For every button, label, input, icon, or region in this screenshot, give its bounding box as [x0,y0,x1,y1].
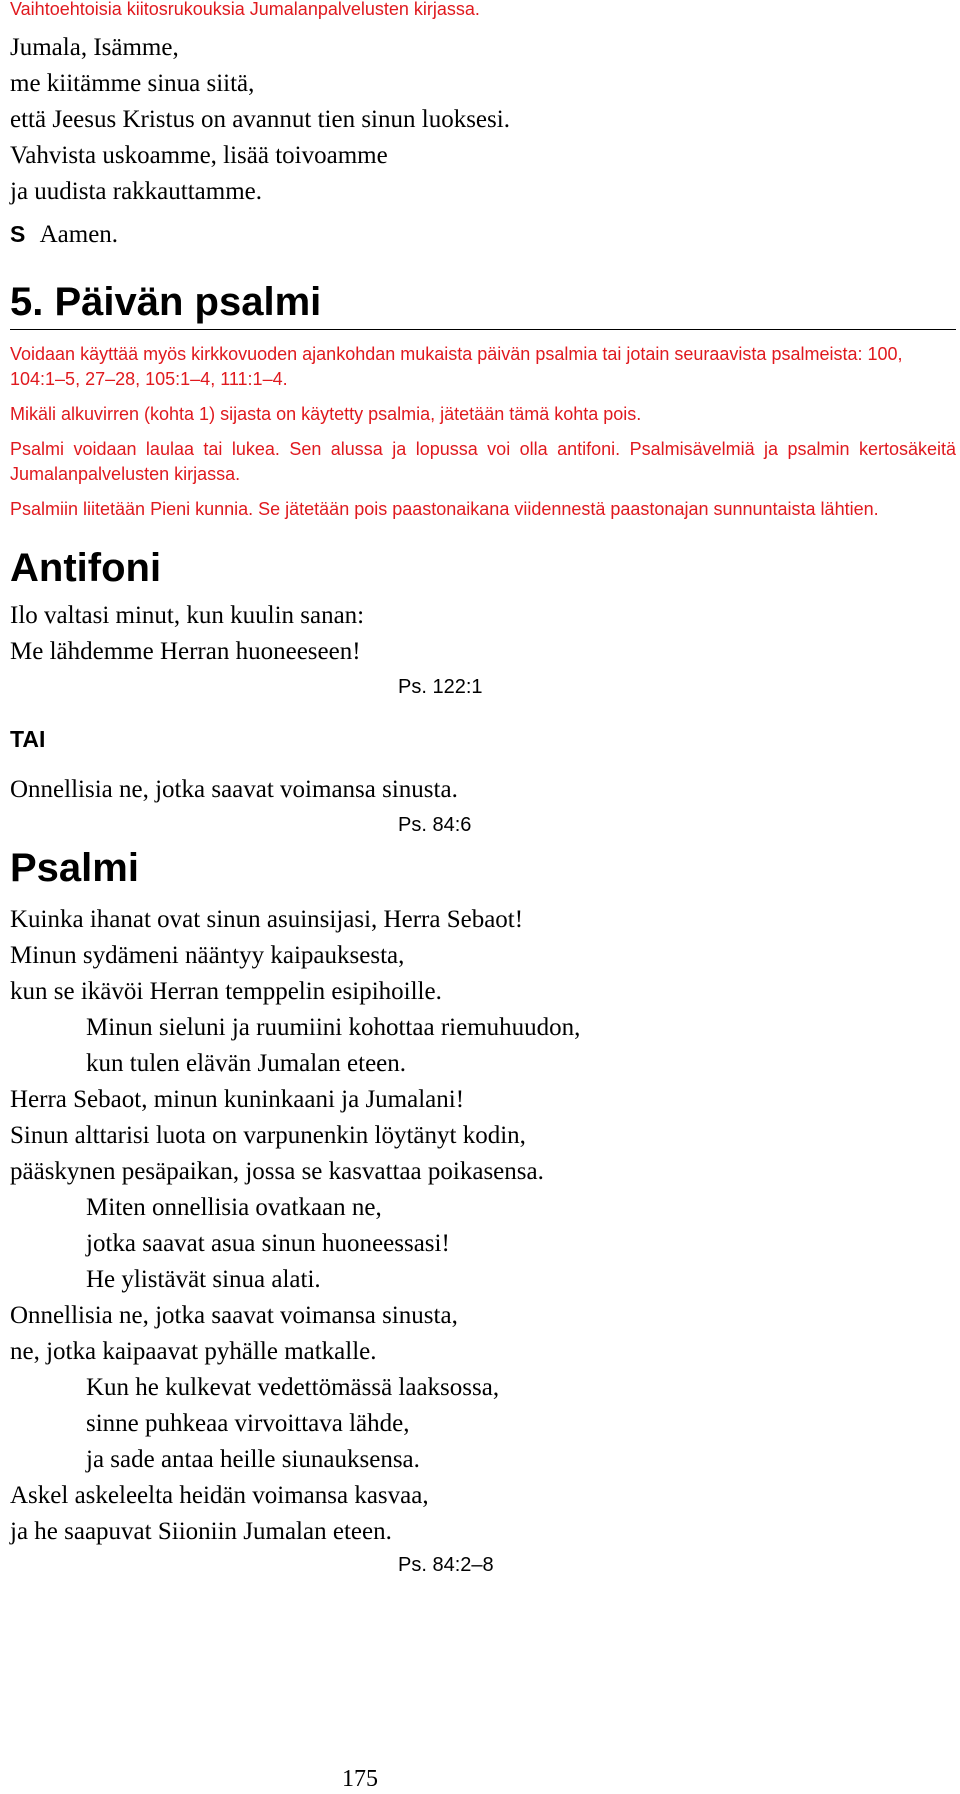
psalm-line: pääskynen pesäpaikan, jossa se kasvattaa poikasensa. [10,1158,544,1185]
antifoni-reference: Ps. 122:1 [398,676,483,698]
psalm-line: Askel askeleelta heidän voimansa kasvaa, [10,1482,429,1509]
alternative-reference: Ps. 84:6 [398,814,472,836]
alternative-antifoni-line: Onnellisia ne, jotka saavat voimansa sinusta. [10,776,458,803]
document-page [10,0,956,1578]
psalm-line-indented: Minun sieluni ja ruumiini kohottaa riemuhuudon, [86,1014,581,1041]
psalm-line: Onnellisia ne, jotka saavat voimansa sinusta, [10,1302,458,1329]
psalm-line: ja he saapuvat Siioniin Jumalan eteen. [10,1518,392,1545]
psalm-text [10,902,956,1550]
psalm-line-indented: Kun he kulkevat vedettömässä laaksossa, [86,1374,500,1401]
rubric-paragraph: Psalmi voidaan laulaa tai lukea. Sen alussa ja lopussa voi olla antifoni. Psalmisävelmiä ja psalmin kertosäkeitä Jumalanpalvelusten kirjassa. [10,439,956,484]
psalm-line: Minun sydämeni nääntyy kaipauksesta, [10,942,405,969]
psalm-line: Herra Sebaot, minun kuninkaani ja Jumalani! [10,1086,465,1113]
prayer-line: Vahvista uskoamme, lisää toivoamme [10,142,388,169]
antifoni-line: Me lähdemme Herran huoneeseen! [10,638,361,665]
psalm-line-indented: jotka saavat asua sinun huoneessasi! [86,1230,450,1257]
top-rubric: Vaihtoehtoisia kiitosrukouksia Jumalanpalvelusten kirjassa. [10,0,480,19]
psalm-line: ne, jotka kaipaavat pyhälle matkalle. [10,1338,377,1365]
antifoni-heading: Antifoni [10,546,162,590]
prayer-line: ja uudista rakkauttamme. [10,178,263,205]
prayer [10,30,956,210]
rubric-block [10,342,956,522]
psalm-line-indented: He ylistävät sinua alati. [86,1266,321,1293]
prayer-line: Jumala, Isämme, [10,34,179,61]
prayer-line: me kiitämme sinua siitä, [10,70,255,97]
psalm-line-indented: ja sade antaa heille siunauksensa. [86,1446,420,1473]
psalmi-heading: Psalmi [10,846,139,890]
antifoni-line: Ilo valtasi minut, kun kuulin sanan: [10,602,365,629]
psalm-reference: Ps. 84:2–8 [398,1554,494,1576]
psalm-line: Kuinka ihanat ovat sinun asuinsijasi, Herra Sebaot! [10,906,524,933]
antifoni-text [10,598,956,670]
psalm-line: kun se ikävöi Herran temppelin esipihoille. [10,978,442,1005]
page-number: 175 [342,1766,378,1792]
response-text: Aamen. [39,221,119,248]
psalm-line: Sinun alttarisi luota on varpunenkin löytänyt kodin, [10,1122,526,1149]
psalm-line-indented: kun tulen elävän Jumalan eteen. [86,1050,407,1077]
rubric-paragraph: Psalmiin liitetään Pieni kunnia. Se jätetään pois paastonaikana viidennestä paastonajan sunnuntaista lähtien. [10,499,879,519]
psalm-line-indented: sinne puhkeaa virvoittava lähde, [86,1410,410,1437]
section-divider [10,329,956,330]
prayer-line: että Jeesus Kristus on avannut tien sinun luoksesi. [10,106,510,133]
rubric-paragraph: Voidaan käyttää myös kirkkovuoden ajankohdan mukaista päivän psalmia tai jotain seuraavista psalmeista: 100, 104:1–5, 27–28, 105:1–4, 111:1–4. [10,344,903,389]
response-label: S [10,221,26,247]
section-title: 5. Päivän psalmi [10,280,322,324]
psalm-line-indented: Miten onnellisia ovatkaan ne, [86,1194,382,1221]
section-header [10,279,956,330]
rubric-paragraph: Mikäli alkuvirren (kohta 1) sijasta on käytetty psalmia, jätetään tämä kohta pois. [10,404,642,424]
congregation-response [10,216,956,253]
alternative-label: TAI [10,726,46,752]
